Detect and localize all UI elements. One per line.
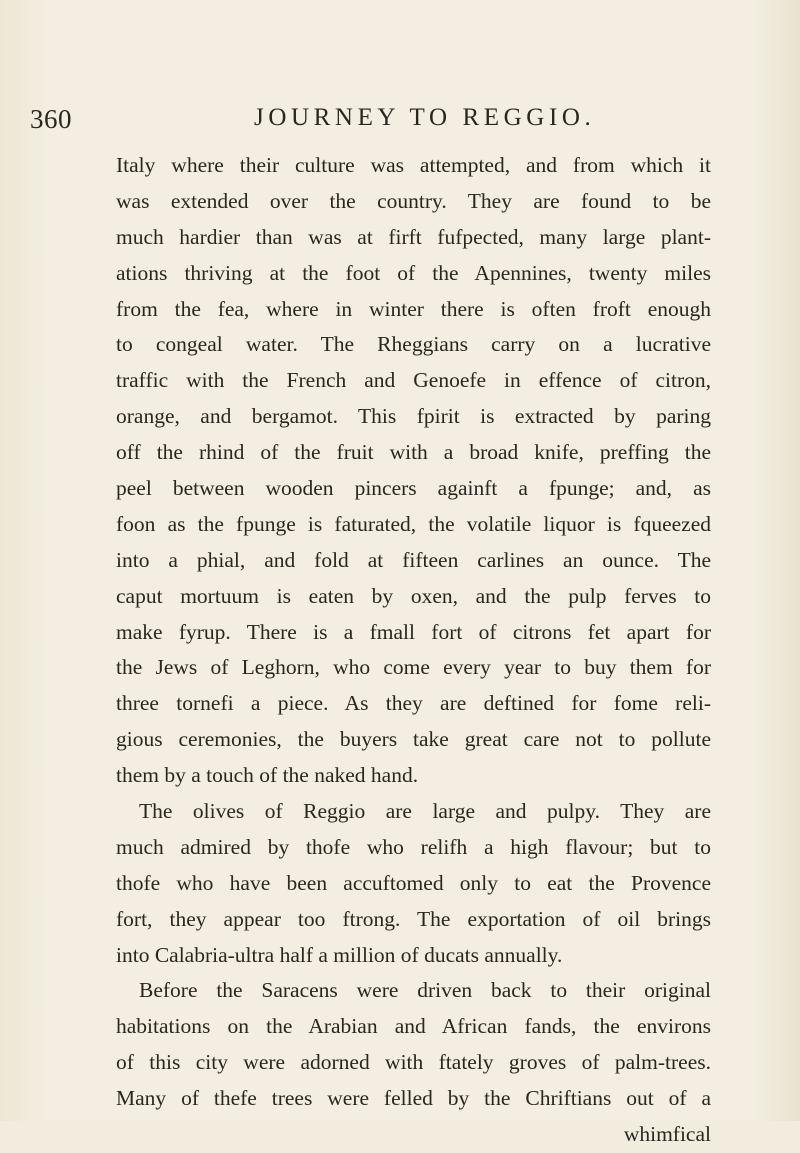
text-line: was extended over the country. They are found to be [116, 188, 711, 213]
text-line: The olives of Reggio are large and pulpy. They are [139, 799, 711, 824]
text-line: make fyrup. There is a fmall fort of citrons fet apart for [116, 619, 711, 644]
text-line: orange, and bergamot. This fpirit is extracted by paring [116, 404, 711, 429]
text-line: off the rhind of the fruit with a broad knife, preffing the [116, 440, 711, 465]
running-head: JOURNEY TO REGGIO. [254, 104, 596, 131]
text-line: peel between wooden pincers againft a fpunge; and, as [116, 476, 711, 501]
catchword: whimfical [623, 1122, 711, 1147]
text-line: foon as the fpunge is faturated, the volatile liquor is fqueezed [116, 511, 711, 536]
text-line: thofe who have been accuftomed only to eat the Provence [116, 870, 711, 895]
text-line: of this city were adorned with ftately groves of palm-trees. [116, 1050, 711, 1075]
page-header [0, 104, 800, 144]
page-number: 360 [30, 104, 72, 134]
text-line: much hardier than was at firft fufpected, many large plant- [116, 224, 711, 249]
text-line: Before the Saracens were driven back to their original [139, 978, 711, 1003]
text-line: to congeal water. The Rheggians carry on a lucrative [116, 332, 711, 357]
text-line: three tornefi a piece. As they are deftined for fome reli- [116, 691, 711, 716]
text-line: them by a touch of the naked hand. [116, 763, 419, 788]
text-line: Many of thefe trees were felled by the Chriftians out of a [116, 1086, 711, 1111]
text-line: caput mortuum is eaten by oxen, and the pulp ferves to [116, 583, 711, 608]
text-line: into a phial, and fold at fifteen carlines an ounce. The [116, 547, 711, 572]
text-line: gious ceremonies, the buyers take great care not to pollute [116, 727, 711, 752]
text-line: much admired by thofe who relifh a high flavour; but to [116, 834, 711, 859]
text-line: the Jews of Leghorn, who come every year to buy them for [116, 655, 711, 680]
text-line: ations thriving at the foot of the Apennines, twenty miles [116, 260, 711, 285]
text-line: Italy where their culture was attempted, and from which it [116, 153, 711, 177]
text-line: from the fea, where in winter there is often froft enough [116, 296, 711, 321]
text-line: traffic with the French and Genoefe in effence of citron, [116, 368, 711, 393]
text-line: into Calabria-ultra half a million of ducats annually. [116, 942, 563, 967]
text-line: habitations on the Arabian and African fands, the environs [116, 1014, 711, 1039]
text-line: fort, they appear too ftrong. The exportation of oil brings [116, 906, 711, 931]
body-text [116, 148, 711, 1153]
